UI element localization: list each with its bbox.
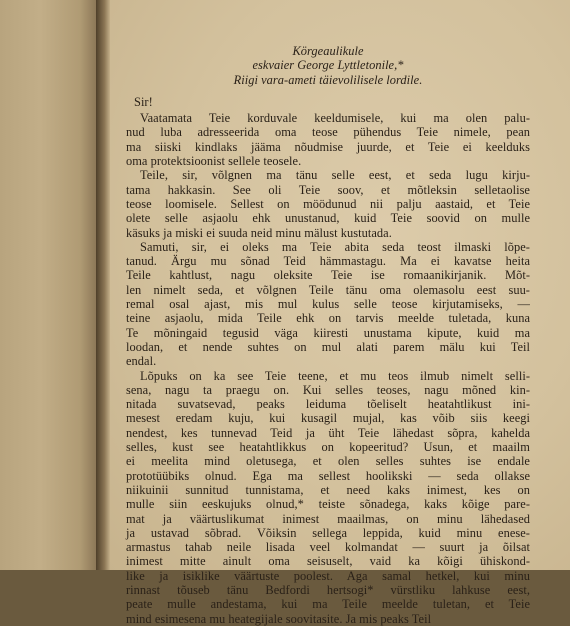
text-line: niikuinii sunnitud tunnistama, et need kaks inimest, kes on <box>126 482 530 497</box>
text-line: nendest, kes tunnevad Teid ja üht Teie lähedast sõpra, kahelda <box>126 425 530 440</box>
text-line: nitada suvatsevad, peaks leiduma tõeliselt heatahtlikust ini- <box>126 397 530 412</box>
text-line: ei meelita mind oletusega, et olen selles suhtes ise endale <box>126 454 530 469</box>
text-line: tanud. Ärgu mu sõnad Teid hämmastagu. Ma ei kavatse heita <box>126 254 530 269</box>
text-line: armastus tahab neile lisada veel kolmandat — suurt ja õilsat <box>126 540 530 555</box>
text-line: Samuti, sir, ei oleks ma Teie abita seda teost ilmaski lõpe- <box>140 239 530 254</box>
text-line: Teile, sir, võlgnen ma tänu selle eest, et seda lugu kirju- <box>140 168 530 183</box>
paragraph <box>126 240 530 369</box>
paragraph <box>126 111 530 168</box>
text-line: mesest eredam kuju, kui kusagil mujal, kas võib siis keegi <box>126 411 530 426</box>
text-line: prototüübiks olnud. Ega ma sellest hoolikski — seda ollakse <box>126 468 530 483</box>
paragraph <box>126 168 530 239</box>
dedication <box>126 44 530 87</box>
text-line: like ja isiklike väärtuste poolest. Aga samal hetkel, kui minu <box>126 568 530 583</box>
text-line: remal osal ajast, mis mul kulus selle teose kirjutamiseks, — <box>126 297 530 312</box>
text-line: mulle siin eeskujuks olnud,* teiste sõnadega, kaks kõige pare- <box>126 497 530 512</box>
book-gutter <box>96 0 110 570</box>
text-line: Lõpuks on ka see Teie teene, et mu teos ilmub nimelt selli- <box>140 368 530 383</box>
text-line: tama hakkasin. See oli Teie soov, et mõtleksin selletaolise <box>126 182 530 197</box>
dedication-line-3: Riigi vara-ameti täievolilisele lordile. <box>233 72 423 87</box>
text-line: olete selle asjaolu ehk unustanud, kuid Teie soovid on mulle <box>126 211 530 226</box>
left-page-edge <box>0 0 98 570</box>
text-line: rinnast tõuseb tänu Bedfordi hertsogi* vürstliku lahkuse eest, <box>126 582 530 597</box>
body-paragraphs <box>126 111 530 626</box>
dedication-line-2: eskvaier George Lyttletonile,* <box>252 58 404 73</box>
text-line: mind esimesena mu heategijale soovitasite. Ja mis peaks Teil <box>126 611 432 626</box>
text-line: peate mulle andestama, kui ma Teile meelde tuletan, et Teie <box>126 597 530 612</box>
text-line: mat ja väärtuslikumat inimest maailmas, on minu lähedased <box>126 511 530 526</box>
page-text <box>126 44 530 626</box>
text-line: sena, nagu ta praegu on. Kui selles teoses, nagu mõned kin- <box>126 382 530 397</box>
text-line: teose loomisele. Sellest on möödunud nii palju aastaid, et Teie <box>126 196 530 211</box>
text-line: inimest mitte ainult oma seisuselt, vaid ka kõigi ühiskond- <box>126 554 530 569</box>
text-line: Vaatamata Teie korduvale keeldumisele, kui ma olen palu- <box>140 111 530 126</box>
salutation: Sir! <box>134 94 153 109</box>
text-line: ja ustavad sõbrad. Võiksin sellega leppida, kuid minu enese- <box>126 525 530 540</box>
text-line: loodan, et nende suhtes on mul alati parem mälu kui Teil <box>126 339 530 354</box>
text-line: endal. <box>126 354 157 369</box>
text-line: Te mõningaid tegusid väga kiiresti unustama kipute, kuid ma <box>126 325 530 340</box>
text-line: len nimelt seda, et võlgnen Teile tänu oma olemasolu eest suu- <box>126 282 530 297</box>
dedication-line-1: Körgeaulikule <box>292 44 364 58</box>
text-line: selles, kust see heatahtlikkus on kopeeritud? Usun, et maailm <box>126 440 530 455</box>
text-line: oma protektsioonist sellele teosele. <box>126 154 302 169</box>
text-line: Teile kahtlust, nagu oleksite Teie ise romaanikirjanik. Mõt- <box>126 268 530 283</box>
text-line: käsuks ja miski ei suuda neid minu mälust kustutada. <box>126 225 392 240</box>
text-line: ma siiski kindlaks jääma nõudmise juurde, et Teie ei keelduks <box>126 139 530 154</box>
text-line: nud luba adresseerida oma teose pühendus Teie nimele, pean <box>126 125 530 140</box>
text-line: teine asjaolu, mida Teile ehk on tarvis meelde tuletada, kuna <box>126 311 530 326</box>
paragraph <box>126 369 530 626</box>
